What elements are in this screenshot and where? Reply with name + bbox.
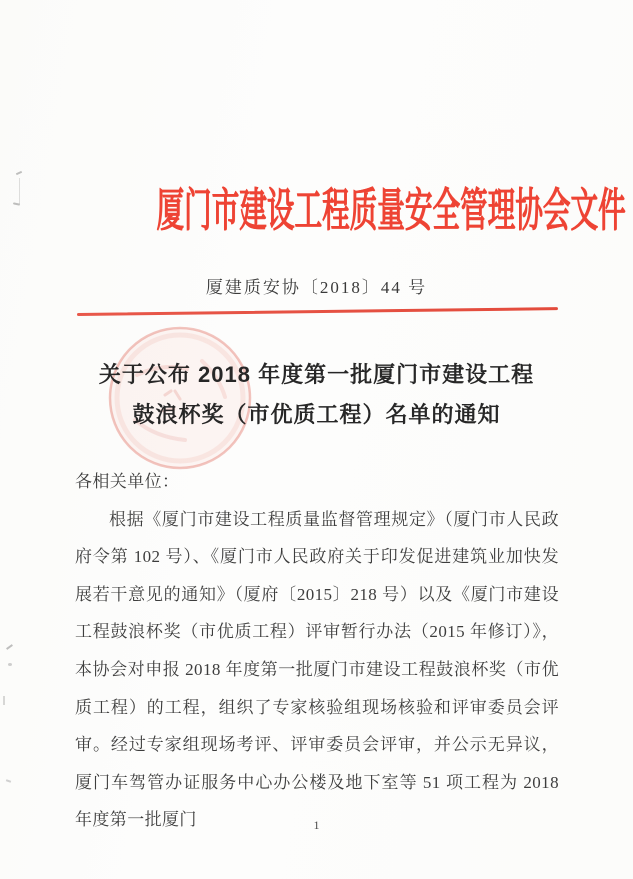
body-paragraph: 根据《厦门市建设工程质量监督管理规定》（厦门市人民政府令第 102 号）、《厦门市人民政府关于印发促进建筑业加快发展若干意见的通知》（厦府〔2015〕218 号）以及《厦门市建设工程鼓浪杯奖（市优质工程）评审暂行办法（2015 年修订）》，本协会对申报 2018 年度第一批厦门市建设工程鼓浪杯奖（市优质工程）的工程，组织了专家核验组现场核验和评审委员会评审。经过专家组现场考评、评审委员会评审，并公示无异议，厦门车驾管办证服务中心办公楼及地下室等 51 项工程为 2018 年度第一批厦门 <box>75 509 559 830</box>
scan-artifact <box>8 663 12 666</box>
scan-artifact <box>3 696 5 705</box>
notice-title <box>0 355 633 435</box>
red-divider-rule <box>77 307 558 316</box>
scan-artifact <box>6 779 11 783</box>
scan-artifact <box>16 171 22 175</box>
document-number: 厦建质安协〔2018〕44 号 <box>205 278 428 297</box>
notice-title-line1: 关于公布 2018 年度第一批厦门市建设工程 <box>98 362 535 387</box>
letterhead-title <box>0 183 633 239</box>
salutation: 各相关单位： <box>75 472 180 491</box>
document-body <box>75 463 559 839</box>
page-number: 1 <box>313 818 320 832</box>
scan-artifact <box>19 178 20 204</box>
letterhead-title-text: 厦门市建设工程质量安全管理协会文件 <box>156 185 626 236</box>
notice-title-line2: 鼓浪杯奖（市优质工程）名单的通知 <box>132 402 501 427</box>
scan-artifact <box>6 644 13 650</box>
